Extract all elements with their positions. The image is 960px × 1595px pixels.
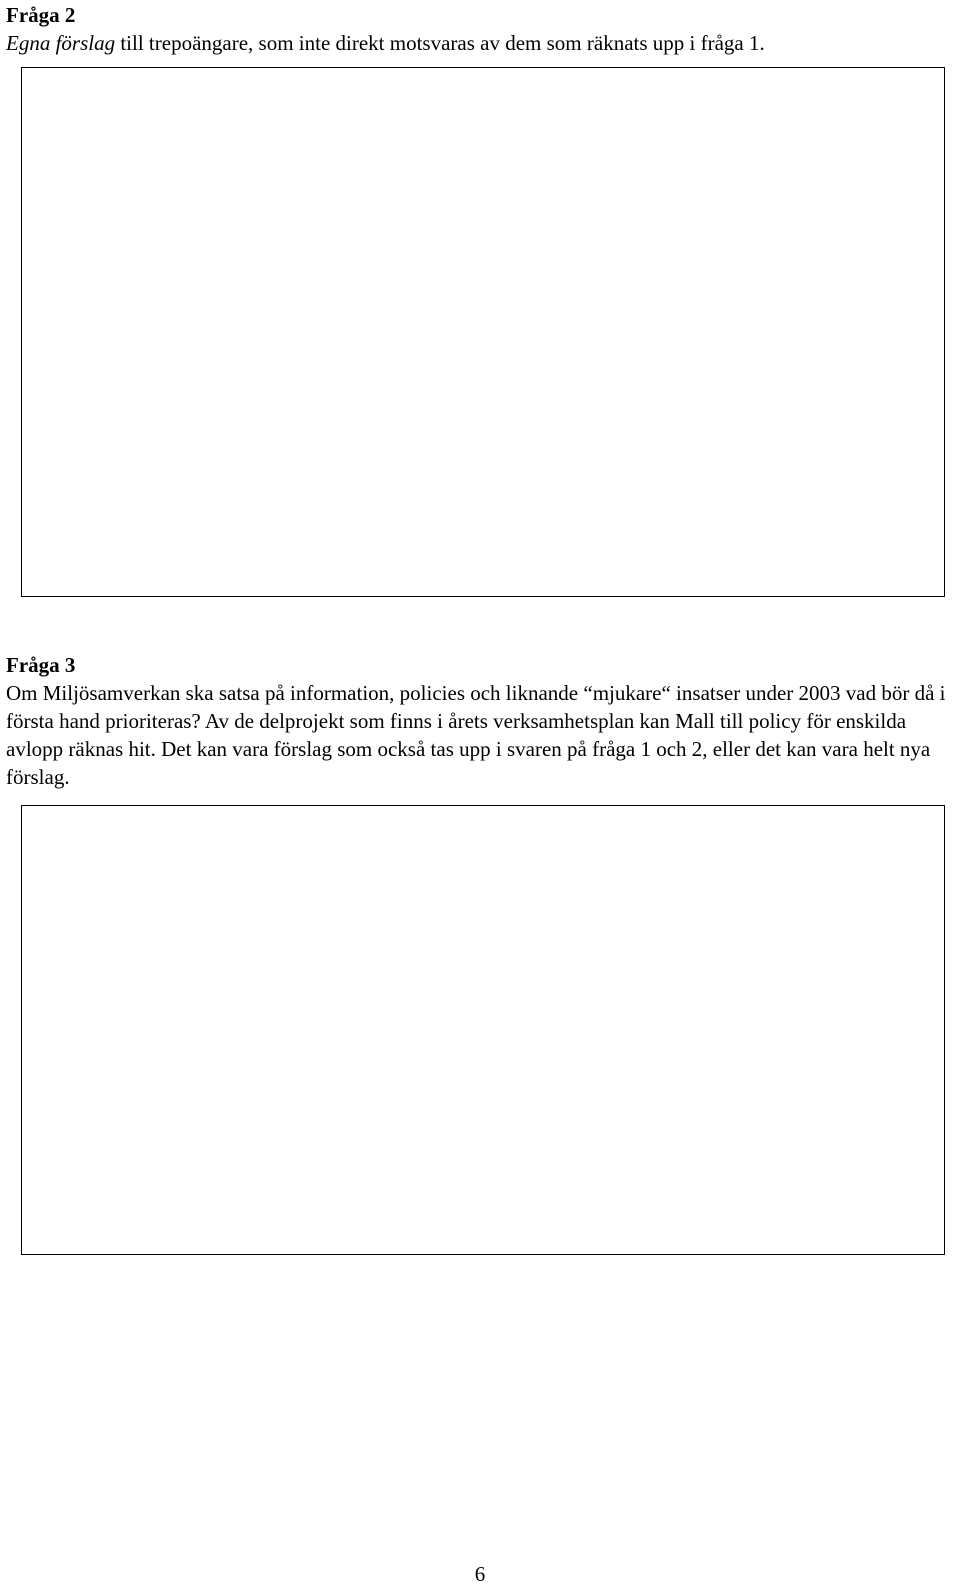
question-3-title: Fråga 3	[6, 653, 76, 677]
question-2-text	[6, 29, 956, 57]
question-3-text: Om Miljösamverkan ska satsa på information, policies och liknande “mjukare“ insatser under 2003 vad bör då i första hand prioriteras? Av de delprojekt som finns i årets verksamhetsplan kan Mall till policy för enskilda avlopp räknas hit. Det kan vara förslag som också tas upp i svaren på fråga 1 och 2, eller det kan vara helt nya förslag.	[6, 681, 946, 789]
question-2-italic-phrase: Egna förslag	[6, 31, 116, 55]
question-2-answer-box[interactable]	[21, 67, 945, 597]
question-3-answer-box[interactable]	[21, 805, 945, 1255]
question-2-title: Fråga 2	[6, 3, 76, 27]
page-number: 6	[474, 1562, 486, 1586]
question-2-rest: till trepoängare, som inte direkt motsvaras av dem som räknats upp i fråga 1.	[115, 31, 765, 55]
